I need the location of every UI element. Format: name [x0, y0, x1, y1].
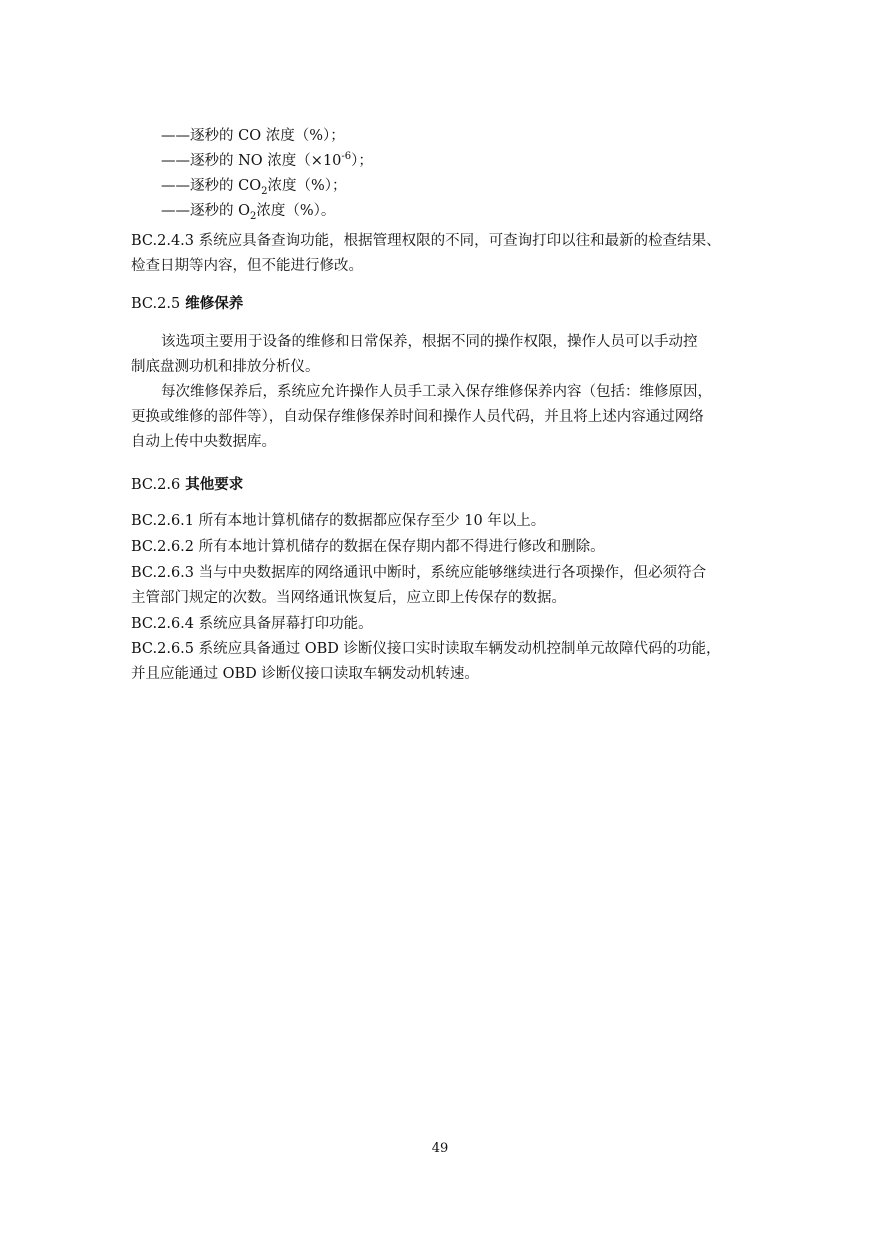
paragraph-line: 该选项主要用于设备的维修和日常保养，根据不同的操作权限，操作人员可以手动控 [161, 334, 698, 350]
dash-text: 逐秒的 O [190, 203, 250, 219]
section-number: BC.2.6 [131, 477, 181, 493]
section-heading-bc-2-6 [131, 472, 747, 498]
dash-text: 逐秒的 CO [190, 178, 262, 194]
dash-item-o2 [161, 199, 777, 224]
clause-line: BC.2.6.3 当与中央数据库的网络通讯中断时，系统应能够继续进行各项操作，但必须符合 [131, 565, 707, 581]
subscript: 2 [261, 185, 268, 197]
clause-line: 并且应能通过 OBD 诊断仪接口读取车辆发动机转速。 [131, 666, 479, 682]
page-number: 49 [431, 1141, 449, 1156]
clause-line: BC.2.6.1 所有本地计算机储存的数据都应保存至少 10 年以上。 [131, 513, 546, 529]
section-number: BC.2.5 [131, 296, 181, 312]
clause-line: BC.2.6.2 所有本地计算机储存的数据在保存期内都不得进行修改和删除。 [131, 539, 605, 555]
paragraph-line: 自动上传中央数据库。 [131, 434, 276, 450]
dash: —— [161, 203, 190, 219]
clause-line: BC.2.6.4 系统应具备屏幕打印功能。 [131, 616, 373, 632]
subscript: 2 [250, 210, 257, 222]
paragraph-line: 制底盘测功机和排放分析仪。 [131, 359, 320, 375]
paragraph-line: 更换或维修的部件等），自动保存维修保养时间和操作人员代码，并且将上述内容通过网络 [131, 409, 704, 425]
dash-item-co2 [161, 174, 777, 199]
dash: —— [161, 178, 190, 194]
section-title: 维修保养 [185, 295, 244, 312]
clause-bc-2-4-3-line1: BC.2.4.3 系统应具备查询功能，根据管理权限的不同，可查询打印以往和最新的检查结果、 [131, 233, 721, 249]
dash-text: 逐秒的 CO 浓度（%）； [190, 128, 345, 144]
dash: —— [161, 128, 190, 144]
dash-text-end: ）； [351, 153, 373, 169]
paragraph-line: 每次维修保养后，系统应允许操作人员手工录入保存维修保养内容（包括：维修原因， [161, 384, 712, 400]
dash-text: 逐秒的 NO 浓度（×10 [190, 153, 342, 169]
superscript: -6 [341, 151, 352, 163]
dash: —— [161, 153, 190, 169]
clause-line: BC.2.6.5 系统应具备通过 OBD 诊断仪接口实时读取车辆发动机控制单元故障代码的功能， [131, 641, 721, 657]
dash-item-no [161, 149, 777, 174]
dash-text-end: 浓度（%）； [267, 178, 347, 194]
clause-line: 主管部门规定的次数。当网络通讯恢复后，应立即上传保存的数据。 [131, 590, 566, 606]
section-title: 其他要求 [185, 476, 244, 493]
clause-bc-2-4-3-line2: 检查日期等内容，但不能进行修改。 [131, 258, 363, 274]
dash-text-end: 浓度（%）。 [256, 203, 336, 219]
section-heading-bc-2-5 [131, 291, 747, 317]
dash-item-co [161, 124, 777, 149]
